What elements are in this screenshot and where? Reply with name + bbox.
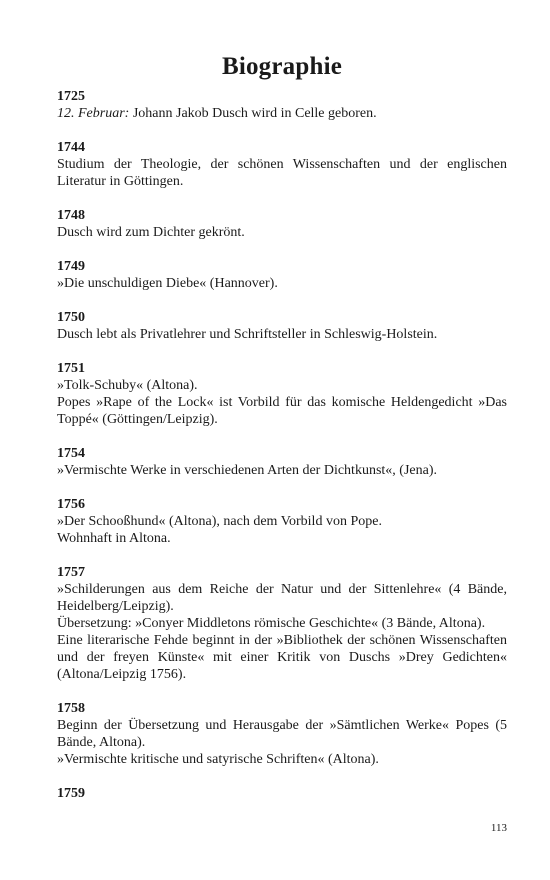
- entry-year: 1751: [57, 361, 85, 376]
- entry-1744: [57, 139, 507, 190]
- page-number: 113: [490, 822, 507, 834]
- entry-text: Dusch lebt als Privatlehrer und Schriftsteller in Schleswig-Holstein.: [57, 327, 438, 342]
- entry-1757: [57, 564, 507, 683]
- entry-1758: [57, 700, 507, 768]
- entry-1749: [57, 258, 507, 292]
- entry-year: 1749: [57, 259, 85, 274]
- entry-text: Wohnhaft in Altona.: [57, 531, 171, 546]
- entry-text: Beginn der Übersetzung und Herausgabe der »Sämtlichen Werke« Popes (5 Bände, Altona).: [57, 718, 507, 750]
- entry-1748: [57, 207, 507, 241]
- entry-text-rest: Johann Jakob Dusch wird in Celle geboren.: [129, 106, 377, 121]
- entry-1751: [57, 360, 507, 428]
- entry-year: 1758: [57, 701, 85, 716]
- entry-text: Übersetzung: »Conyer Middletons römische Geschichte« (3 Bände, Altona).: [57, 616, 486, 631]
- entry-year: 1756: [57, 497, 85, 512]
- entry-1725: [57, 88, 507, 122]
- entry-text: »Tolk-Schuby« (Altona).: [57, 378, 198, 393]
- entry-year: 1754: [57, 446, 85, 461]
- entry-1759: [57, 785, 507, 802]
- entry-year: 1748: [57, 208, 85, 223]
- entry-1756: [57, 496, 507, 547]
- page-title: Biographie: [221, 53, 343, 80]
- entry-text: »Vermischte kritische und satyrische Schriften« (Altona).: [57, 752, 379, 767]
- entry-text: »Schilderungen aus dem Reiche der Natur und der Sittenlehre« (4 Bände, Heidelberg/Leipzig).: [57, 582, 507, 614]
- entry-text: [57, 105, 507, 122]
- entry-1750: [57, 309, 507, 343]
- entry-text: »Vermischte Werke in verschiedenen Arten der Dichtkunst«, (Jena).: [57, 463, 437, 478]
- page-body: [57, 52, 507, 819]
- entry-text: Dusch wird zum Dichter gekrönt.: [57, 225, 245, 240]
- entry-year: 1757: [57, 565, 85, 580]
- entry-year: 1759: [57, 786, 85, 801]
- entry-date: 12. Februar:: [57, 106, 130, 121]
- entry-text: Popes »Rape of the Lock« ist Vorbild für das komische Heldengedicht »Das Toppé« (Göttingen/Leipzig).: [57, 395, 507, 427]
- entry-year: 1725: [57, 89, 85, 104]
- entry-text: Eine literarische Fehde beginnt in der »Bibliothek der schönen Wissenschaften und der freyen Künste« mit einer Kritik von Duschs »Drey Gedichten« (Altona/Leipzig 1756).: [57, 633, 507, 682]
- entry-1754: [57, 445, 507, 479]
- entry-text: »Der Schooßhund« (Altona), nach dem Vorbild von Pope.: [57, 514, 382, 529]
- entry-text: Studium der Theologie, der schönen Wissenschaften und der englischen Literatur in Göttingen.: [57, 157, 507, 189]
- entry-year: 1750: [57, 310, 85, 325]
- entry-text: »Die unschuldigen Diebe« (Hannover).: [57, 276, 278, 291]
- entry-year: 1744: [57, 140, 85, 155]
